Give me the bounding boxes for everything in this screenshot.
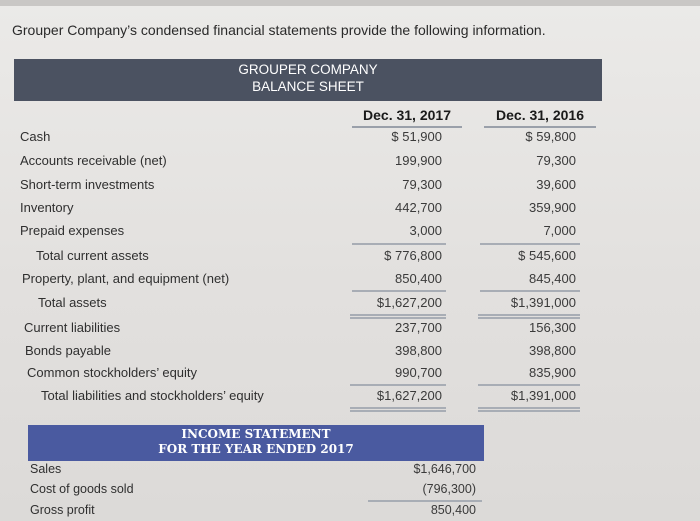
- table-row: [0, 317, 700, 339]
- table-row: [0, 245, 700, 267]
- table-row: [0, 362, 700, 384]
- balance-sheet-title: BALANCE SHEET: [252, 79, 364, 94]
- value-2017: 3,000: [409, 223, 442, 238]
- value-2017: 237,700: [395, 320, 442, 335]
- value-2016: $1,391,000: [510, 388, 576, 403]
- value-2016: $ 545,600: [518, 248, 576, 263]
- row-label: Bonds payable: [25, 343, 112, 358]
- value-2016: 156,300: [529, 320, 576, 335]
- table-row: [0, 292, 700, 314]
- row-label: Property, plant, and equipment (net): [22, 271, 230, 286]
- total-double-underline: [478, 407, 580, 412]
- total-double-underline: [350, 407, 446, 412]
- table-row: [0, 459, 700, 479]
- table-row: [0, 197, 700, 219]
- value-2016: 79,300: [536, 153, 576, 168]
- value-2016: 39,600: [536, 177, 576, 192]
- table-row: [0, 220, 700, 242]
- row-label: Inventory: [20, 200, 74, 215]
- company-name: GROUPER COMPANY: [238, 62, 378, 77]
- value-2016: 845,400: [529, 271, 576, 286]
- row-label: Prepaid expenses: [20, 223, 125, 238]
- income-statement-title: INCOME STATEMENT: [181, 427, 331, 441]
- value-2016: 398,800: [529, 343, 576, 358]
- table-row: [0, 126, 700, 148]
- intro-text: Grouper Company’s condensed financial statements provide the following information.: [12, 22, 546, 38]
- value-2017: 398,800: [395, 343, 442, 358]
- value-2016: 835,900: [529, 365, 576, 380]
- income-statement-period: FOR THE YEAR ENDED 2017: [158, 442, 354, 456]
- value-2017: $ 51,900: [391, 129, 442, 144]
- value-2016: $1,391,000: [510, 295, 576, 310]
- row-label: Current liabilities: [24, 320, 121, 335]
- row-label: Common stockholders’ equity: [27, 365, 198, 380]
- value-2017: 79,300: [402, 177, 442, 192]
- table-row: [0, 174, 700, 196]
- value-2017: $1,627,200: [376, 388, 442, 403]
- top-strip: [0, 0, 700, 6]
- row-label: Sales: [30, 462, 62, 476]
- column-header-2017: Dec. 31, 2017: [363, 107, 451, 123]
- table-row: [0, 500, 700, 520]
- row-label: Accounts receivable (net): [20, 153, 167, 168]
- row-label: Cost of goods sold: [30, 482, 134, 496]
- value-2017: $1,627,200: [376, 295, 442, 310]
- value-2017: 850,400: [430, 503, 476, 517]
- value-2016: $ 59,800: [525, 129, 576, 144]
- value-2016: 359,900: [529, 200, 576, 215]
- value-2017: 990,700: [395, 365, 442, 380]
- column-header-2016: Dec. 31, 2016: [496, 107, 584, 123]
- value-2017: 199,900: [395, 153, 442, 168]
- table-row: [0, 268, 700, 290]
- table-row: [0, 385, 700, 407]
- row-label: Gross profit: [30, 503, 95, 517]
- table-row: [0, 150, 700, 172]
- value-2017: (796,300): [422, 482, 476, 496]
- value-2017: 442,700: [395, 200, 442, 215]
- row-label: Short-term investments: [20, 177, 155, 192]
- table-row: [0, 340, 700, 362]
- value-2017: $ 776,800: [384, 248, 442, 263]
- table-row: [0, 479, 700, 499]
- value-2016: 7,000: [543, 223, 576, 238]
- value-2017: 850,400: [395, 271, 442, 286]
- row-label: Total current assets: [36, 248, 149, 263]
- value-2017: $1,646,700: [413, 462, 476, 476]
- row-label: Total liabilities and stockholders’ equity: [41, 388, 264, 403]
- row-label: Cash: [20, 129, 51, 144]
- row-label: Total assets: [38, 295, 107, 310]
- income-statement-header: [28, 425, 484, 461]
- balance-sheet-header: [14, 59, 602, 101]
